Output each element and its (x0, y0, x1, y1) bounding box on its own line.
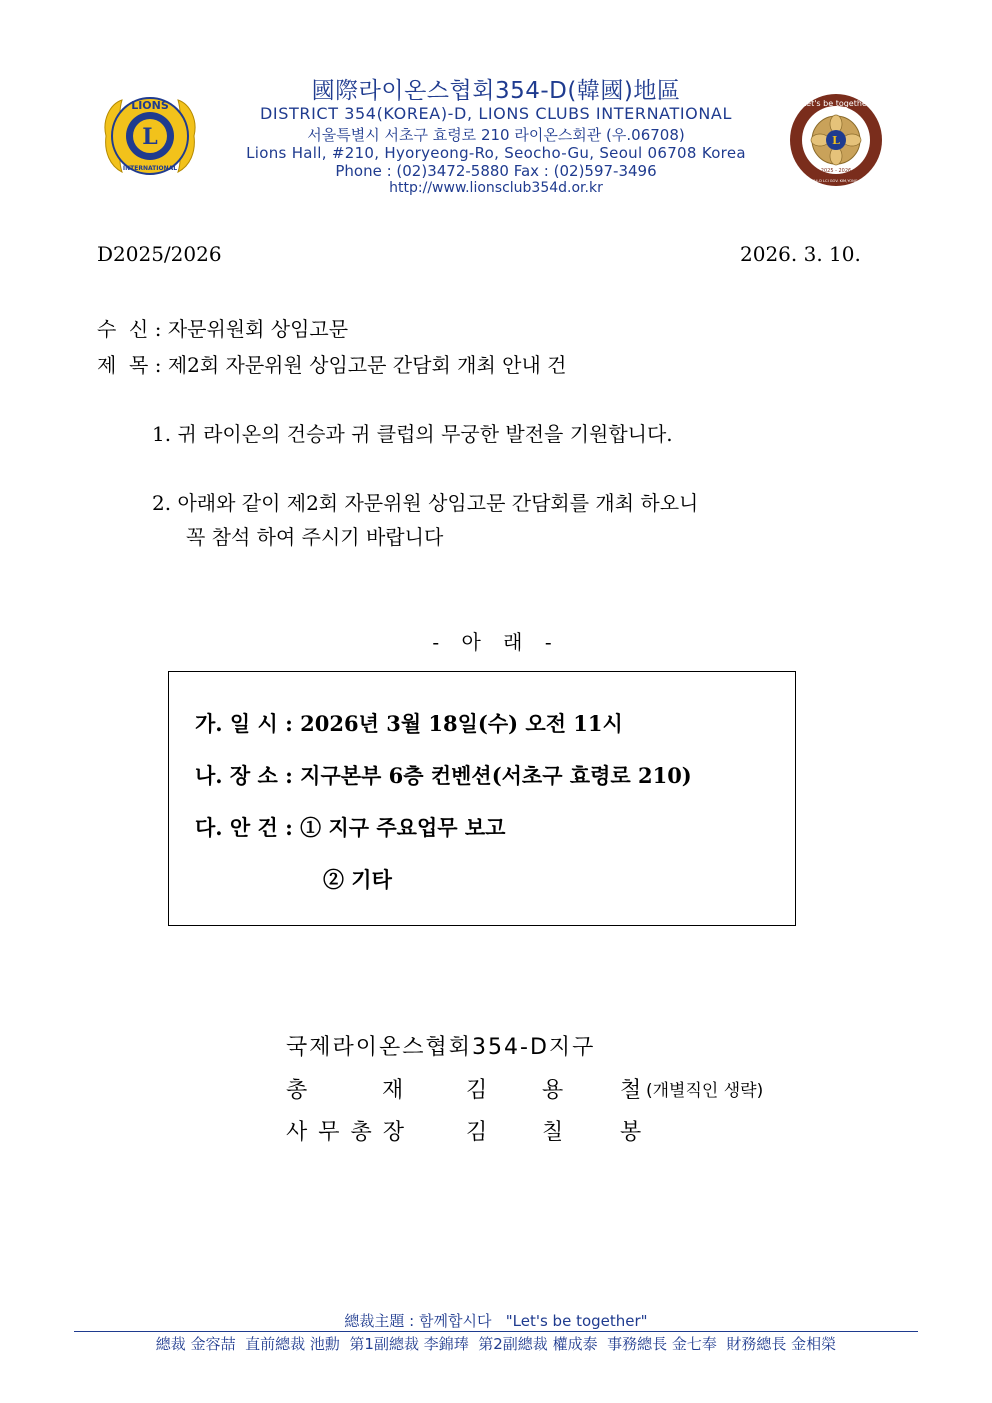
officers-list: 總裁 金容喆 直前總裁 池勳 第1副總裁 李錦琫 第2副總裁 權成泰 事務總長 金七奉 財務總長 金相榮 (155, 1335, 837, 1353)
president-title-char-1: 총 (286, 1078, 308, 1103)
event-details-box (168, 671, 796, 926)
secretary-name-char-3: 봉 (620, 1120, 642, 1145)
secretary-name-char-2: 칠 (542, 1120, 564, 1145)
agenda-item-2: ② 기타 (323, 867, 392, 892)
logo-right-ring-text: Let's be together (801, 99, 871, 108)
governor-theme: 總裁主題 : 함께합시다 "Let's be together" (344, 1312, 648, 1330)
document-date: 2026. 3. 10. (740, 242, 861, 266)
president-title-char-2: 재 (382, 1078, 404, 1103)
event-date-label: 가. 일 시 : (195, 711, 293, 736)
district-english-name: DISTRICT 354(KOREA)-D, LIONS CLUBS INTERNATIONAL (260, 104, 732, 123)
body-item-1: 1. 귀 라이온의 건승과 귀 클럽의 무궁한 발전을 기원합니다. (152, 422, 673, 446)
event-place-row (195, 760, 692, 790)
recipient-line (97, 313, 348, 342)
logo-right-year: 2025 - 2026 (820, 168, 852, 174)
website-link[interactable]: http://www.lionsclub354d.or.kr (389, 180, 603, 196)
event-date-row (195, 708, 623, 738)
logo-left-bottom-text: INTERNATIONAL (122, 165, 178, 172)
logo-right-bottom-text: DIST. 354-D LCI GOV. KIM,YONG-CHEOL (800, 179, 872, 183)
subject-label: 제 목 : (97, 353, 162, 377)
body-item-2-line-2: 꼭 참석 하여 주시기 바랍니다 (186, 525, 444, 549)
agenda-row (195, 812, 505, 842)
recipient-label: 수 신 : (97, 317, 162, 341)
event-place-value: 지구본부 6층 컨벤션(서초구 효령로 210) (300, 763, 692, 788)
secretary-name-char-1: 김 (466, 1120, 488, 1145)
document-number: D2025/2026 (97, 242, 222, 266)
phone-fax: Phone : (02)3472-5880 Fax : (02)597-3496 (335, 162, 657, 180)
logo-left-letter: L (142, 124, 158, 150)
president-name-char-1: 김 (466, 1078, 488, 1103)
subject-value: 제2회 자문위원 상임고문 간담회 개최 안내 건 (167, 353, 567, 377)
signature-secretary-row (286, 1115, 806, 1145)
signature-organization: 국제라이온스협회354-D지구 (286, 1035, 596, 1060)
subject-line (97, 349, 566, 378)
logo-left-top-text: LIONS (131, 99, 169, 112)
recipient-value: 자문위원회 상임고문 (167, 317, 349, 341)
president-name-char-3: 철 (620, 1078, 642, 1103)
signature-president-row (286, 1073, 806, 1103)
event-date-value: 2026년 3월 18일(수) 오전 11시 (300, 711, 623, 736)
president-name-char-2: 용 (542, 1078, 564, 1103)
logo-right-letter: L (832, 134, 840, 147)
address-korean: 서울특별시 서초구 효령로 210 라이온스회관 (우.06708) (307, 126, 685, 144)
seal-omitted-note: (개별직인 생략) (646, 1081, 764, 1101)
district-title: 國際라이온스협회354-D(韓國)地區 (311, 78, 681, 104)
agenda-item-1: ① 지구 주요업무 보고 (300, 815, 506, 840)
event-place-label: 나. 장 소 : (195, 763, 293, 788)
address-english: Lions Hall, #210, Hyoryeong-Ro, Seocho-Gu, Seoul 06708 Korea (246, 144, 746, 162)
footer-divider (74, 1331, 918, 1332)
secretary-title: 사 무 총 장 (286, 1120, 406, 1145)
below-heading: - 아 래 - (432, 630, 560, 654)
body-item-2-line-1: 2. 아래와 같이 제2회 자문위원 상임고문 간담회를 개최 하오니 (152, 491, 699, 515)
agenda-label: 다. 안 건 : (195, 815, 293, 840)
